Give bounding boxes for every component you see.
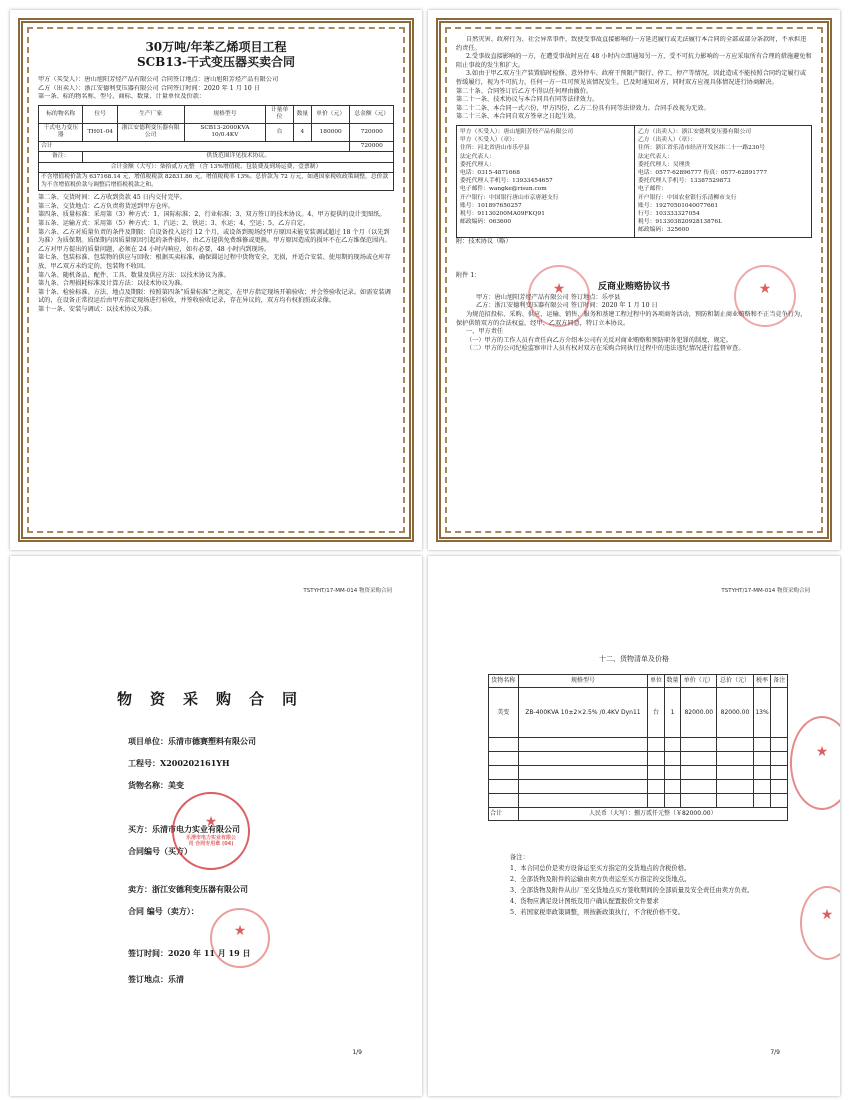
page-title: 30万吨/年苯乙烯项目工程	[145, 40, 287, 54]
annex-buyer: 甲方：唐山旭阳芳烃产品有限公司 签订地点：乐亭县	[476, 293, 621, 301]
goods-price-table	[488, 674, 788, 821]
total-value: 人民币（大写）：捌万贰仟元整（￥82000.00）	[518, 808, 787, 821]
table-cell: 台	[648, 688, 664, 738]
seller-line: 乙方（出卖人）：浙江安德利变压器有限公司 合同签订时间：2020 年 1 月 10 日	[38, 84, 260, 92]
buyer-field: 甲方（买受人）（章）：	[460, 137, 518, 144]
contract-page-4	[428, 556, 840, 1096]
table-cell: ZB-400KVA 10±2×2.5% /0.4KV Dyn11	[518, 688, 648, 738]
page-title: 物资采购合同	[116, 690, 315, 708]
article-10: 第十条、检验标准、方法、地点及期限：按照第四条“质量标准”之规定，在甲方指定现场开箱验收；并会签验收记录。如需安装调试的，在设备正常投运后由甲方指定现场进行验收，并签收验收记录，存在异议的，双方均有权拍照或录像。	[38, 288, 391, 305]
table-cell: 180000	[311, 123, 350, 141]
seller-field: 委托代理人：吴理贵	[638, 161, 691, 168]
buyer-field: 甲方（买受人）：唐山旭阳芳烃产品有限公司	[460, 128, 574, 135]
buyer-line: 甲方（买受人）：唐山旭阳芳烃产品有限公司 合同签订地点：唐山旭阳芳烃产品有限公司	[38, 76, 279, 83]
buyer-field: 账号：101897650257	[460, 202, 522, 209]
seller-field: 邮政编码：325600	[638, 227, 690, 234]
table-cell	[771, 688, 788, 738]
buyer-field: 委托代理人：	[460, 161, 495, 168]
table-header: 计量单位	[266, 105, 294, 123]
buyer-field: 开户银行：中国银行唐山市京唐港支行	[460, 194, 559, 201]
attachment-note: 附：技术协议（略）	[456, 237, 512, 245]
contract-page-3	[10, 556, 422, 1096]
header-code: TSTYHT/17-MM-014 物资采购合同	[303, 588, 392, 594]
annex-clause: （一）甲方的工作人员有责任向乙方介绍本公司有关反对商业贿赂和预防职务犯罪的制度、规定。	[466, 336, 733, 344]
company-seal	[790, 716, 840, 810]
annex-seller: 乙方：浙江安德利变压器有限公司 签订时间：2020 年 1 月 10 日	[476, 302, 658, 310]
remark-label: 备注：	[39, 152, 83, 163]
article-8: 第八条、随机备品、配件、工具、数量及供应方法：以技术协议为准。	[38, 271, 230, 279]
table-header: 数量	[293, 105, 311, 123]
sign-place: 签订地点：乐清	[128, 974, 184, 984]
article-21: 第二十一条、技术协议与本合同具有同等法律效力。	[456, 96, 599, 104]
goods-table	[38, 105, 394, 192]
note-item: 3、全部货物及附件从出厂至交货地点买方签收期间的全部质量及安全责任由卖方负责。	[510, 887, 754, 894]
table-cell: SCB13-2000KVA 10/0.4KV	[184, 123, 266, 141]
page-subtitle: SCB13-干式变压器买卖合同	[136, 55, 296, 69]
seller-name: 卖方：浙江安德利变压器有限公司	[128, 884, 248, 894]
table-header: 单价（元）	[311, 105, 350, 123]
contract-seal	[172, 792, 250, 870]
project-number: 工程号：X200202161YH	[128, 758, 230, 768]
table-cell: 1	[664, 688, 680, 738]
paragraph: 3.如由于甲乙双方生产装置临时检修、意外停车、政府干预限产限行、停工、停产等情况，因此造成不能按照合同约定履行或暂缓履行，视为不可抗力，任何一方一旦可预见该情况发生，已及时通知对方，同时双方应视具体情况进行协商解决。	[456, 70, 807, 86]
goods-name: 货物名称：美变	[128, 780, 184, 790]
company-seal	[800, 886, 840, 960]
table-cell: 美变	[489, 688, 519, 738]
table-header: 货物名称	[489, 675, 519, 688]
seller-field: 委托代理人手机号：13387529873	[638, 178, 731, 185]
note-item: 4、货物应满足设计图纸及用户确认配置报价文件要求	[510, 898, 659, 905]
article-4: 第四条、质量标准：采用第（3）种方式：1、国际标准；2、行业标准；3、双方签订的技术协议。4、甲方提供的设计变图纸。	[38, 211, 386, 219]
table-header: 生产厂家	[117, 105, 184, 123]
note-item: 5、若国家税率政策调整，则按新政策执行，不含税价格不变。	[510, 909, 685, 916]
buyer-field: 电子邮件：wangke@risun.com	[460, 186, 547, 193]
seller-contract-number: 合同 编号（卖方）：	[128, 906, 199, 916]
table-cell: 4	[293, 123, 311, 141]
notes-title: 备注：	[510, 854, 529, 861]
company-seal	[528, 265, 590, 327]
annex-section: 一、甲方责任	[466, 328, 504, 336]
table-cell: TH01-04	[83, 123, 117, 141]
tax-line: 不含增值税价款为 637168.14 元，增值税税款 82831.86 元，增值税税率 13%。总价款为 72 万元，如遇国家税收政策调整，总价款为不含增值税价款与调整后增值税税款之和。	[39, 173, 394, 191]
buyer-info	[457, 126, 634, 237]
buyer-field: 税号：91130200MA09FKQ91	[460, 210, 545, 217]
table-header: 规格型号	[518, 675, 648, 688]
article-11: 第十一条、安装与调试：以技术协议为准。	[38, 306, 156, 313]
table-header: 规格型号	[184, 105, 266, 123]
company-seal	[210, 908, 270, 968]
table-header: 单位	[648, 675, 664, 688]
article-7: 第七条、包装标准、包装物的供应与回收：根据买卖标准，确保圆运过程中货物安全，无损，并适合安装、使用期的现场或仓库存放，甲乙双方未约定的，包装物不收回。	[38, 254, 391, 271]
table-cell: 干式电力变压器	[39, 123, 83, 141]
seller-field: 电话：0577-62896777 传真：0577-62891777	[638, 169, 768, 176]
table-header: 税率	[753, 675, 771, 688]
buyer-field: 电话：0315-4871668	[460, 169, 520, 176]
annex-clause: （二）甲方的公司纪检监察审计人员有权对双方在采购合同执行过程中的违法违纪情况进行监督审查。	[466, 345, 745, 353]
header-code: TSTYHT/17-MM-014 物资采购合同	[721, 588, 810, 594]
seller-field: 行号：103333327054	[638, 210, 700, 217]
total-label: 合计	[489, 808, 519, 821]
remark-value: 供货范围详见技术协议。	[83, 152, 394, 163]
project-unit: 项目单位：乐清市德赛塑料有限公司	[128, 736, 256, 746]
section-title: 十二、货物清单及价格	[599, 655, 669, 663]
article-23: 第二十三条、本合同自双方签章之日起生效。	[456, 113, 580, 121]
table-header: 总金额（元）	[350, 105, 394, 123]
annex-title: 反商业贿赂协议书	[597, 281, 670, 292]
seller-info	[634, 126, 811, 237]
article-2: 第二条、交货时间：乙方收到货款 45 日内交付完毕。	[38, 194, 186, 202]
party-info-table	[456, 125, 812, 238]
article-9: 第九条、合理损耗标准及计算方法：以技术协议为准。	[38, 280, 187, 288]
buyer-name: 买方：乐清市电力实业有限公司	[128, 824, 240, 834]
table-header: 标的物名称	[39, 105, 83, 123]
seller-field: 法定代表人：	[638, 153, 673, 160]
article-1: 第一条、标的物名称、型号、商标、数量、计量单位及价款：	[38, 93, 206, 101]
article-20: 第二十条、合同签订后乙方不得以任何理由撤价。	[456, 87, 593, 95]
table-cell: 台	[266, 123, 294, 141]
amount-words: 合计金额（大写）：柒拾贰万元整 （含 13%增值税、包装费及到场运费，壹票制）	[39, 162, 394, 173]
table-cell: 13%	[753, 688, 771, 738]
company-seal	[734, 265, 796, 327]
page-number: 7/9	[770, 1049, 780, 1056]
seller-field: 开户银行：中国农业银行乐清柳市支行	[638, 194, 737, 201]
table-header: 位号	[83, 105, 117, 123]
table-cell: 82000.00	[681, 688, 717, 738]
notes-block	[510, 852, 800, 918]
contract-page-1	[10, 10, 422, 550]
page-number: 1/9	[352, 1049, 362, 1056]
note-item: 1、本合同总价是卖方设备运至买方指定的交货地点的含税价格。	[510, 865, 691, 872]
table-cell: 720000	[350, 123, 394, 141]
article-3: 第三条、交货地点：乙方负责将货送到甲方仓库。	[38, 202, 175, 210]
seller-field: 税号：91330382092813876L	[638, 219, 722, 226]
seller-field: 电子邮件：	[638, 186, 667, 193]
table-header: 总价（元）	[717, 675, 753, 688]
article-22: 第二十二条、本合同一式六份，甲方四份，乙方二份具有同等法律效力。合同手改视为无效。	[456, 104, 710, 112]
seller-field: 住所：浙江省乐清市经济开发区纬二十一路230号	[638, 145, 766, 152]
note-item: 2、全部货物及附件的运输由卖方负责运至买方指定的交货地点。	[510, 876, 691, 883]
buyer-field: 委托代理人手机号：13933454657	[460, 178, 553, 185]
total-value: 720000	[350, 141, 394, 152]
buyer-field: 法定代表人：	[460, 153, 495, 160]
buyer-field: 邮政编码：063600	[460, 219, 512, 226]
sign-date: 签订时间：2020 年 11 月 19 日	[128, 948, 251, 958]
buyer-contract-number: 合同编号（买方）	[128, 846, 192, 856]
seal-text: ★ 乐清市电力实业有限公司 合同专用章 (04)	[185, 835, 236, 847]
seller-field: 乙方（出卖人）：浙江安德利变压器有限公司	[638, 128, 752, 135]
table-header: 数量	[664, 675, 680, 688]
annex-intro: 为规范招投标、采购、供应、运输、销售、服务和基建工程过程中的各项商务活动，预防和制止商业贿赂和不正当竞争行为，保护供销双方的合法权益，经甲、乙双方同意，特订立本协议。	[456, 310, 807, 327]
article-5: 第五条、运输方式：采用第（5）种方式：1、汽运；2、铁运；3、水运；4、空运；5、乙方自定。	[38, 220, 310, 228]
paragraph: 2.受事故直接影响的一方，在遭受事故时应在 48 小时内立即通知另一方，受不可抗力影响的一方应采取所有合理的措施避免和阻止事故的发生和扩大。	[456, 53, 812, 69]
seller-field: 账号：19270501040077661	[638, 202, 719, 209]
contract-page-2	[428, 10, 840, 550]
total-label: 合计	[39, 141, 350, 152]
article-6: 第六条、乙方对质量负责的条件及期限：自设备投入运行 12 个月，或设备到现场经甲方原因未能安装调试超过 18 个月（以先到为准）为质保期。质保期内因质量原因引起的条件损坏，由乙方提供免费维修或更换。甲方原因造成的损坏不在乙方维保范围内。乙方对甲方提出的质量问题，必须在 24 小时内响应，如有必要，48 小时内到现场。	[38, 228, 391, 253]
paragraph: 自然灾害、政府行为、社会异常事件，致使受事故直接影响的一方延迟履行或无法履行本合同的全部或部分条款时，不承担违约责任。	[456, 36, 807, 52]
annex-label: 附件 1：	[456, 272, 481, 280]
seller-field: 乙方（出卖人）（章）：	[638, 137, 696, 144]
table-header: 备注	[771, 675, 788, 688]
buyer-field: 住所：河北省唐山市乐亭县	[460, 145, 530, 152]
table-cell: 浙江安德利变压器有限公司	[117, 123, 184, 141]
table-cell: 82000.00	[717, 688, 753, 738]
table-header: 单价（元）	[681, 675, 717, 688]
